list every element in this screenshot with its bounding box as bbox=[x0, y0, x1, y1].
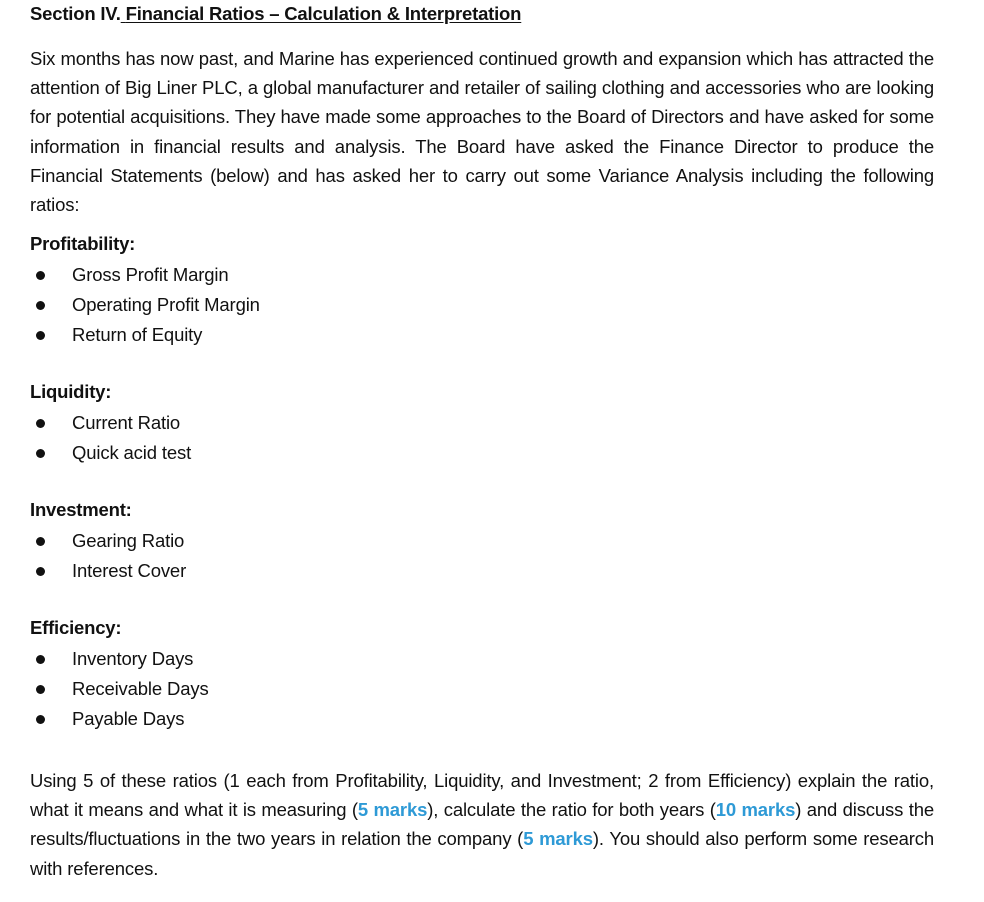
category-title: Liquidity: bbox=[30, 381, 112, 402]
category-title: Efficiency: bbox=[30, 617, 122, 638]
list-item: Quick acid test bbox=[30, 438, 934, 468]
bullet-icon bbox=[36, 271, 45, 280]
bullet-icon bbox=[36, 419, 45, 428]
ratio-list bbox=[30, 526, 934, 586]
list-item: Gearing Ratio bbox=[30, 526, 934, 556]
list-item: Gross Profit Margin bbox=[30, 260, 934, 290]
bullet-icon bbox=[36, 301, 45, 310]
bullet-icon bbox=[36, 715, 45, 724]
bullet-icon bbox=[36, 567, 45, 576]
list-item: Interest Cover bbox=[30, 556, 934, 586]
list-item: Receivable Days bbox=[30, 674, 934, 704]
category-profitability bbox=[30, 232, 934, 350]
category-efficiency bbox=[30, 616, 934, 734]
marks-highlight: 5 marks bbox=[357, 799, 428, 821]
list-item: Inventory Days bbox=[30, 644, 934, 674]
list-item: Current Ratio bbox=[30, 408, 934, 438]
list-item: Return of Equity bbox=[30, 320, 934, 350]
task-paragraph: Using 5 of these ratios (1 each from Profitability, Liquidity, and Investment; 2 from Efficiency) explain the ratio, what it means and what it is measuring (5 marks), calculate the ratio for both years (10 marks) and discuss the results/fluctuations in the two years in relation the company (5 marks). You should also perform some research with references. bbox=[30, 770, 934, 879]
ratio-list bbox=[30, 260, 934, 350]
list-item: Payable Days bbox=[30, 704, 934, 734]
category-liquidity bbox=[30, 380, 934, 468]
section-title: Financial Ratios – Calculation & Interpretation bbox=[125, 3, 522, 24]
category-investment bbox=[30, 498, 934, 586]
marks-highlight: 10 marks bbox=[715, 799, 796, 821]
document-page bbox=[30, 0, 934, 879]
ratio-list bbox=[30, 644, 934, 734]
bullet-icon bbox=[36, 537, 45, 546]
bullet-icon bbox=[36, 331, 45, 340]
marks-highlight: 5 marks bbox=[523, 828, 593, 850]
bullet-icon bbox=[36, 685, 45, 694]
ratio-list bbox=[30, 408, 934, 468]
section-label: Section IV. bbox=[30, 3, 121, 24]
bullet-icon bbox=[36, 655, 45, 664]
intro-paragraph: Six months has now past, and Marine has experienced continued growth and expansion which has attracted the attention of Big Liner PLC, a global manufacturer and retailer of sailing clothing and accessories who are looking for potential acquisitions. They have made some approaches to the Board of Directors and have asked for some information in financial results and analysis. The Board have asked the Finance Director to produce the Financial Statements (below) and has asked her to carry out some Variance Analysis including the following ratios: bbox=[30, 48, 934, 216]
bullet-icon bbox=[36, 449, 45, 458]
section-heading bbox=[30, 0, 934, 26]
list-item: Operating Profit Margin bbox=[30, 290, 934, 320]
category-title: Investment: bbox=[30, 499, 132, 520]
category-title: Profitability: bbox=[30, 233, 136, 254]
